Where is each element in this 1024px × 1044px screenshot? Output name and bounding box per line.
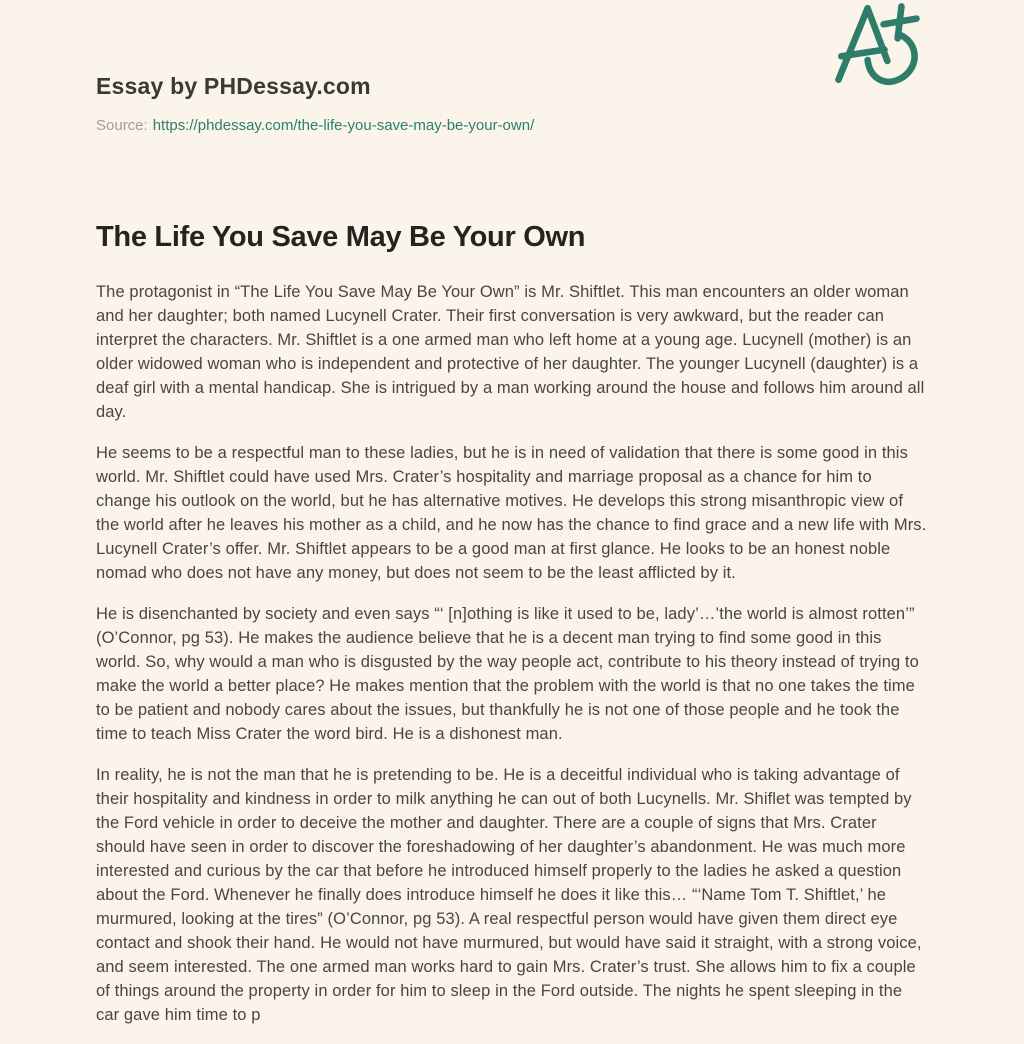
essay-article	[96, 221, 928, 1027]
essay-paragraph-2: He seems to be a respectful man to these ladies, but he is in need of validation that there is some good in this world. Mr. Shiftlet could have used Mrs. Crater’s hospitality and marriage proposal as a chance for him to change his outlook on the world, but he has alternative motives. He develops this strong misanthropic view of the world after he leaves his mother as a child, and he now has the chance to find grace and a new life with Mrs. Lucynell Crater’s offer. Mr. Shiftlet appears to be a good man at first glance. He looks to be an honest noble nomad who does not have any money, but does not seem to be the least afflicted by it.	[96, 444, 927, 583]
source-line	[96, 117, 928, 135]
site-title: Essay by PHDessay.com	[96, 73, 371, 99]
source-label: Source:	[96, 116, 148, 134]
essay-paragraph-4: In reality, he is not the man that he is pretending to be. He is a deceitful individual who is taking advantage of their hospitality and kindness in order to milk anything he can out of both Lucynells. Mr. Shiflet was tempted by the Ford vehicle in order to deceive the mother and daughter. There are a couple of signs that Mrs. Crater should have seen in order to discover the foreshadowing of her daughter’s abandonment. He was much more interested and curious by the car that before he introduced himself properly to the ladies he asked a question about the Ford. Whenever he finally does introduce himself he does it like this… “‘Name Tom T. Shiftlet,’ he murmured, looking at the tires” (O’Connor, pg 53). A real respectful person would have given them direct eye contact and shook their hand. He would not have murmured, but would have said it straight, with a strong voice, and seem interested. The one armed man works hard to gain Mrs. Crater’s trust. She allows him to fix a couple of things around the property in order for him to sleep in the Ford outside. The nights he spent sleeping in the car gave him time to p	[96, 766, 922, 1025]
essay-paragraph-1: The protagonist in “The Life You Save May Be Your Own” is Mr. Shiftlet. This man encounters an older woman and her daughter; both named Lucynell Crater. Their first conversation is very awkward, but the reader can interpret the characters. Mr. Shiftlet is a one armed man who left home at a young age. Lucynell (mother) is an older widowed woman who is independent and protective of her daughter. The younger Lucynell (daughter) is a deaf girl with a mental handicap. She is intrigued by a man working around the house and follows him around all day.	[96, 283, 925, 422]
page-header	[96, 0, 928, 135]
essay-paragraph-3: He is disenchanted by society and even says “‘ [n]othing is like it used to be, lady’…’the world is almost rotten’” (O’Connor, pg 53). He makes the audience believe that he is a decent man trying to find some good in this world. So, why would a man who is disgusted by the way people act, contribute to his theory instead of trying to make the world a better place? He makes mention that the problem with the world is that no one takes the time to be patient and nobody cares about the issues, but thankfully he is not one of those people and he took the time to teach Miss Crater the word bird. He is a dishonest man.	[96, 605, 919, 744]
source-link[interactable]: https://phdessay.com/the-life-you-save-may-be-your-own/	[152, 116, 535, 134]
a-plus-logo-icon	[830, 0, 924, 94]
essay-title: The Life You Save May Be Your Own	[96, 220, 586, 253]
